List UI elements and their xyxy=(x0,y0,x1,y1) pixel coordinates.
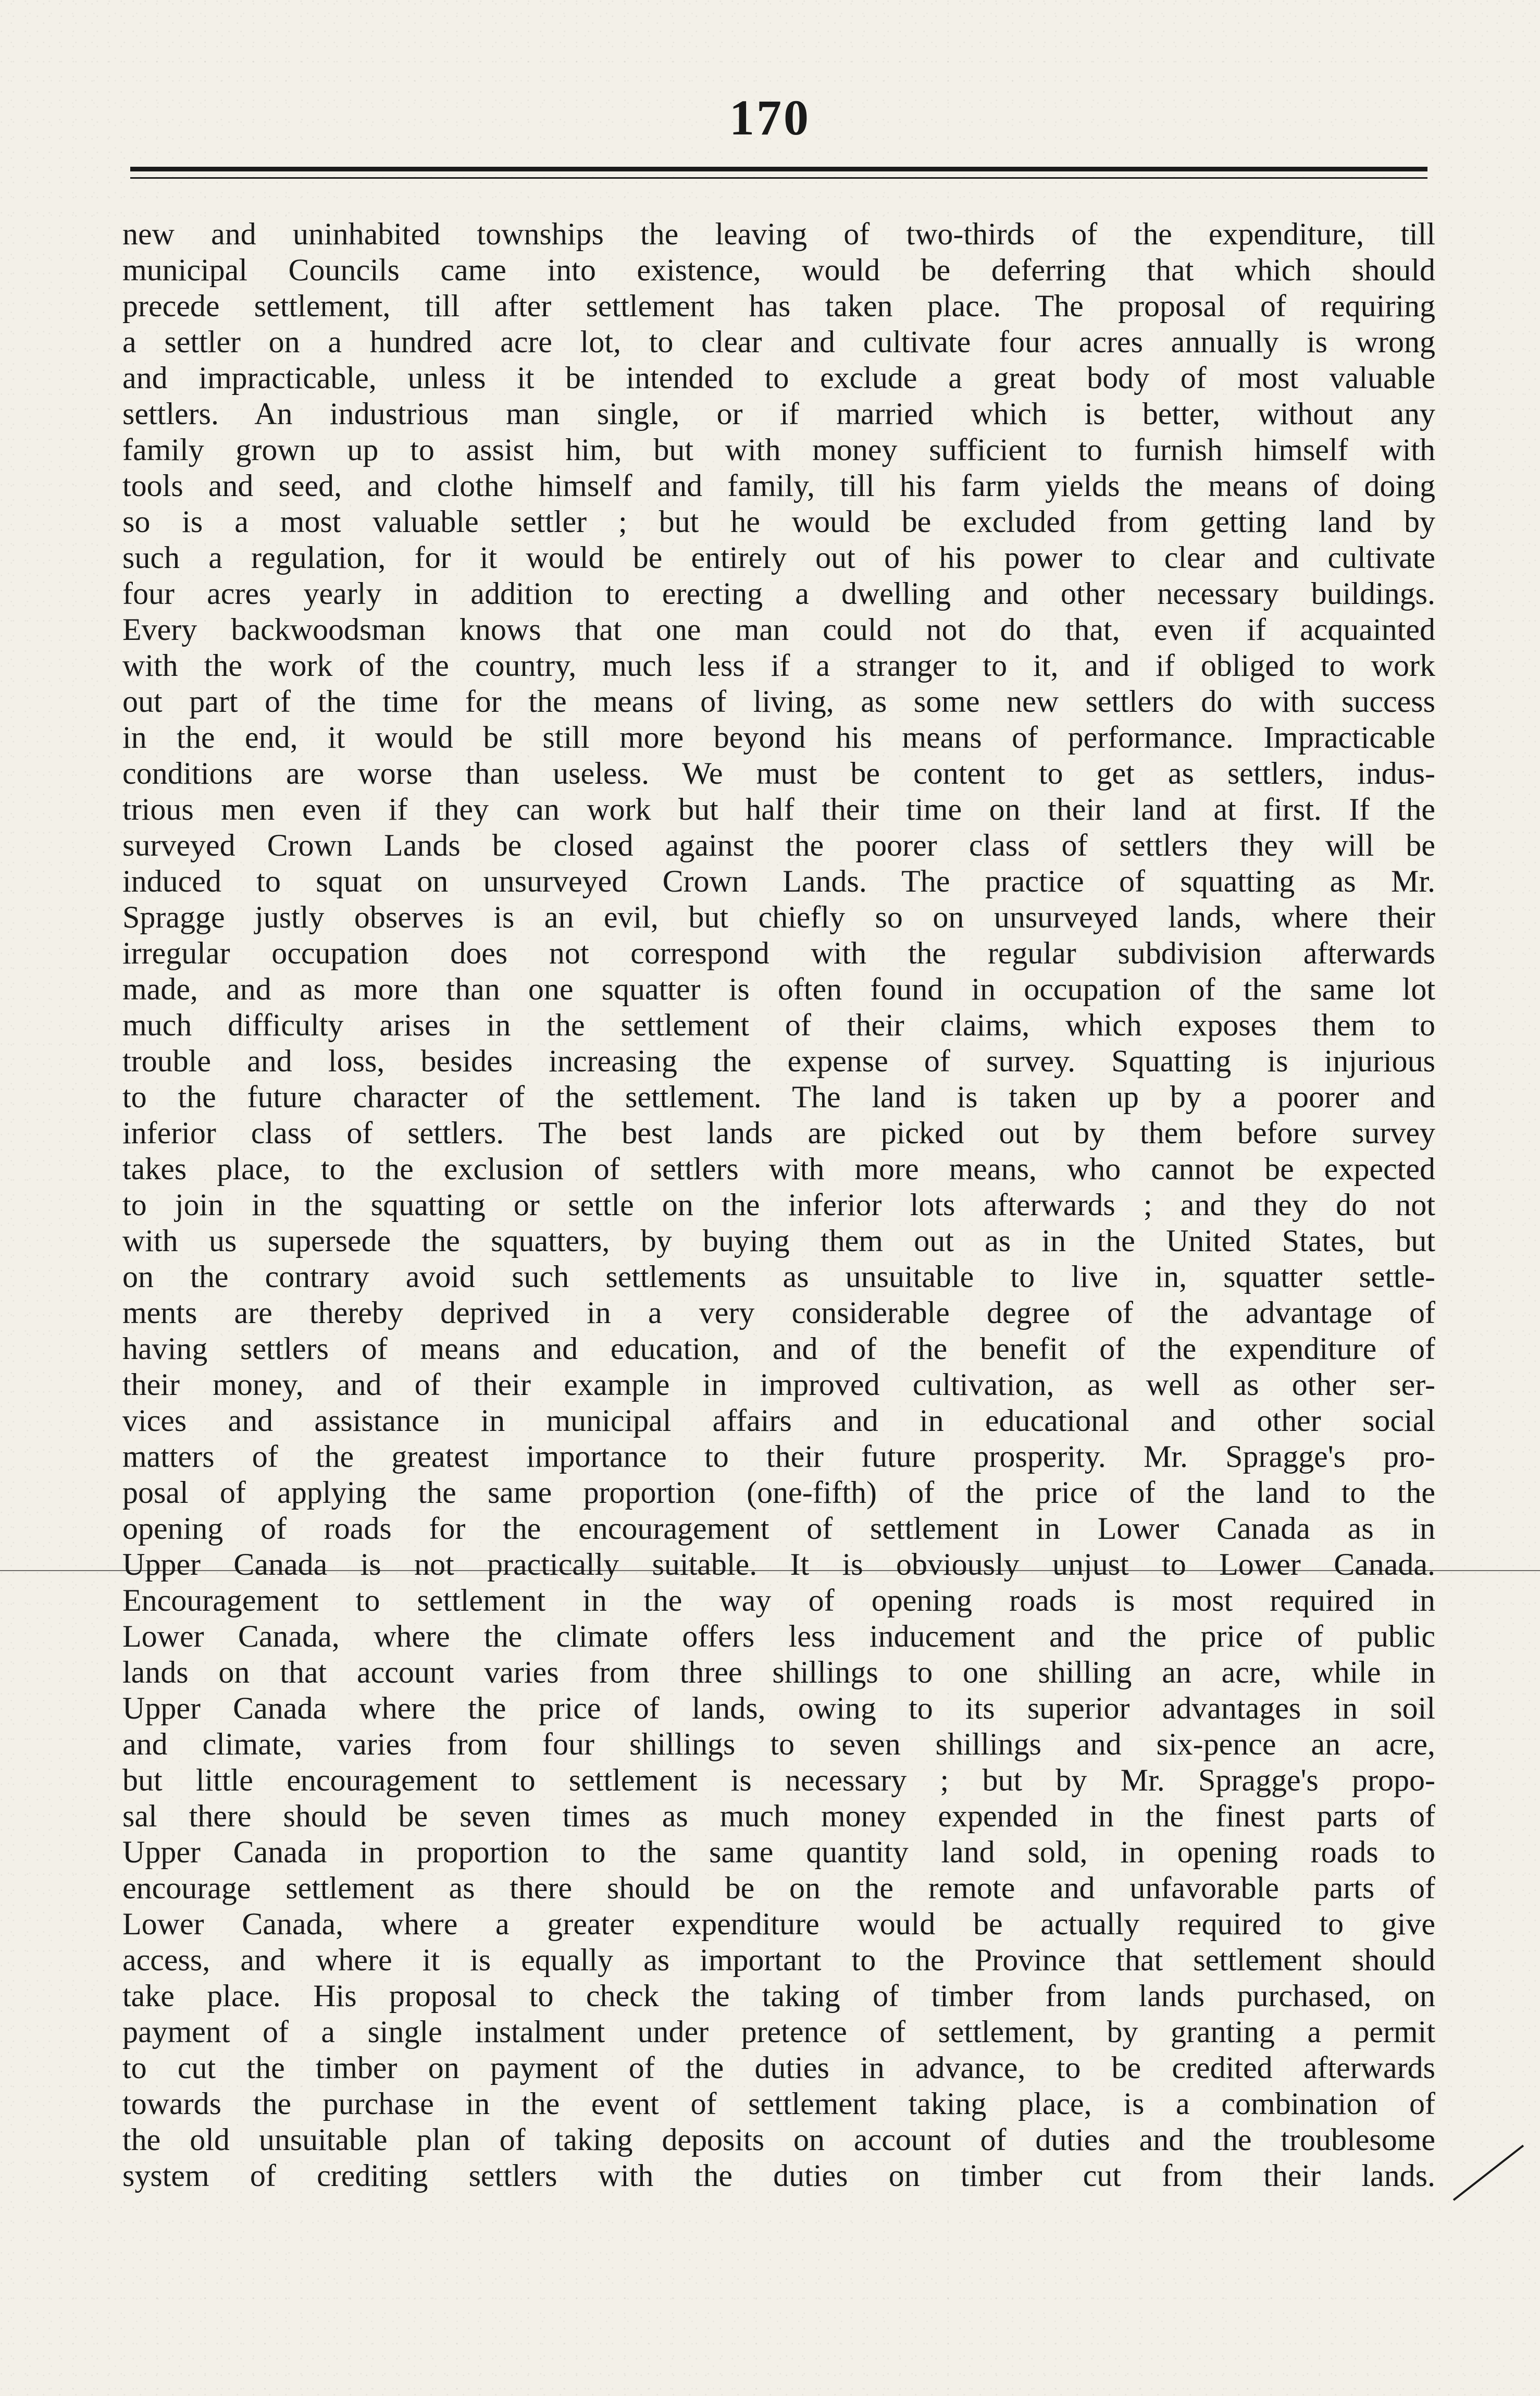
text-line: having settlers of means and education, and of the benefit of the expenditure of xyxy=(122,1331,1435,1366)
text-line: made, and as more than one squatter is often found in occupation of the same lot xyxy=(122,972,1435,1006)
text-line: payment of a single instalment under pretence of settlement, by granting a permit xyxy=(122,2015,1435,2049)
text-line: their money, and of their example in improved cultivation, as well as other ser- xyxy=(122,1367,1435,1402)
text-line: such a regulation, for it would be entirely out of his power to clear and cultivate xyxy=(122,540,1435,575)
text-line: and impracticable, unless it be intended to exclude a great body of most valuable xyxy=(122,361,1435,395)
text-line: in the end, it would be still more beyond his means of performance. Impracticable xyxy=(122,720,1435,755)
text-line: access, and where it is equally as important to the Province that settlement should xyxy=(122,1943,1435,1977)
text-line: four acres yearly in addition to erecting a dwelling and other necessary buildings. xyxy=(122,576,1435,611)
text-line: Lower Canada, where the climate offers less inducement and the price of public xyxy=(122,1619,1435,1653)
text-line: so is a most valuable settler ; but he would be excluded from getting land by xyxy=(122,504,1435,539)
text-line: ments are thereby deprived in a very considerable degree of the advantage of xyxy=(122,1295,1435,1330)
text-line: system of crediting settlers with the duties on timber cut from their lands. xyxy=(122,2158,1435,2193)
text-line: the old unsuitable plan of taking deposits on account of duties and the troublesome xyxy=(122,2122,1435,2157)
text-line: lands on that account varies from three shillings to one shilling an acre, while in xyxy=(122,1655,1435,1689)
text-line: posal of applying the same proportion (one-fifth) of the price of the land to the xyxy=(122,1475,1435,1510)
text-line: to cut the timber on payment of the duties in advance, to be credited afterwards xyxy=(122,2051,1435,2085)
text-line: a settler on a hundred acre lot, to clear and cultivate four acres annually is wrong xyxy=(122,325,1435,359)
text-line: opening of roads for the encouragement of settlement in Lower Canada as in xyxy=(122,1511,1435,1546)
text-line: takes place, to the exclusion of settlers with more means, who cannot be expected xyxy=(122,1152,1435,1186)
text-line: vices and assistance in municipal affairs and in educational and other social xyxy=(122,1403,1435,1438)
text-line: but little encouragement to settlement is necessary ; but by Mr. Spragge's propo- xyxy=(122,1763,1435,1797)
text-line: inferior class of settlers. The best lands are picked out by them before survey xyxy=(122,1116,1435,1150)
text-line: precede settlement, till after settlement has taken place. The proposal of requiring xyxy=(122,289,1435,323)
text-line: encourage settlement as there should be on the remote and unfavorable parts of xyxy=(122,1871,1435,1905)
text-line: trious men even if they can work but half their time on their land at first. If the xyxy=(122,792,1435,826)
text-line: irregular occupation does not correspond with the regular subdivision afterwards xyxy=(122,936,1435,970)
text-line: family grown up to assist him, but with money sufficient to furnish himself with xyxy=(122,433,1435,467)
text-line: new and uninhabited townships the leaving of two-thirds of the expenditure, till xyxy=(122,217,1435,251)
text-line: municipal Councils came into existence, would be deferring that which should xyxy=(122,253,1435,287)
text-line: Every backwoodsman knows that one man could not do that, even if acquainted xyxy=(122,612,1435,647)
text-line: much difficulty arises in the settlement of their claims, which exposes them to xyxy=(122,1008,1435,1042)
text-line: Spragge justly observes is an evil, but chiefly so on unsurveyed lands, where their xyxy=(122,900,1435,934)
text-line: to join in the squatting or settle on the inferior lots afterwards ; and they do not xyxy=(122,1188,1435,1222)
text-line: Upper Canada is not practically suitable. It is obviously unjust to Lower Canada. xyxy=(122,1547,1435,1582)
text-line: Lower Canada, where a greater expenditure would be actually required to give xyxy=(122,1907,1435,1941)
page-number: 170 xyxy=(729,90,811,145)
body-text xyxy=(122,216,1435,2327)
header-rule-thin xyxy=(130,177,1427,179)
text-line: with the work of the country, much less if a stranger to it, and if obliged to work xyxy=(122,648,1435,683)
text-line: trouble and loss, besides increasing the expense of survey. Squatting is injurious xyxy=(122,1044,1435,1078)
text-line: Upper Canada where the price of lands, owing to its superior advantages in soil xyxy=(122,1691,1435,1725)
text-line: matters of the greatest importance to their future prosperity. Mr. Spragge's pro- xyxy=(122,1439,1435,1474)
text-line: take place. His proposal to check the taking of timber from lands purchased, on xyxy=(122,1979,1435,2013)
text-line: towards the purchase in the event of settlement taking place, is a combination of xyxy=(122,2086,1435,2121)
text-line: and climate, varies from four shillings to seven shillings and six-pence an acre, xyxy=(122,1727,1435,1761)
text-line: Upper Canada in proportion to the same quantity land sold, in opening roads to xyxy=(122,1835,1435,1869)
text-line: with us supersede the squatters, by buying them out as in the United States, but xyxy=(122,1224,1435,1258)
text-line: induced to squat on unsurveyed Crown Lands. The practice of squatting as Mr. xyxy=(122,864,1435,898)
text-line: to the future character of the settlement. The land is taken up by a poorer and xyxy=(122,1080,1435,1114)
text-line: conditions are worse than useless. We must be content to get as settlers, indus- xyxy=(122,756,1435,791)
text-line: settlers. An industrious man single, or if married which is better, without any xyxy=(122,397,1435,431)
text-line: tools and seed, and clothe himself and family, till his farm yields the means of doing xyxy=(122,468,1435,503)
header-rule-thick xyxy=(130,167,1427,171)
text-line: surveyed Crown Lands be closed against the poorer class of settlers they will be xyxy=(122,828,1435,862)
text-line: on the contrary avoid such settlements as unsuitable to live in, squatter settle- xyxy=(122,1259,1435,1294)
text-line: out part of the time for the means of living, as some new settlers do with success xyxy=(122,684,1435,719)
text-line: Encouragement to settlement in the way of opening roads is most required in xyxy=(122,1583,1435,1617)
text-line: sal there should be seven times as much money expended in the finest parts of xyxy=(122,1799,1435,1833)
